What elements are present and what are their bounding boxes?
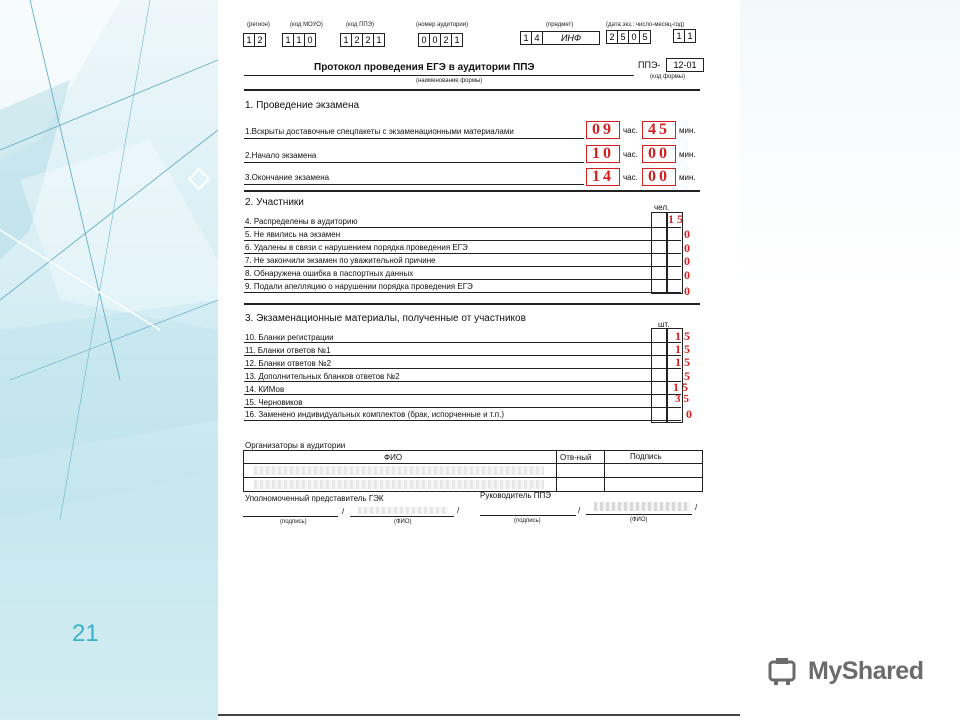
room-digit: 1	[451, 33, 463, 47]
section1-row-label: 3.Окончание экзамена	[245, 173, 330, 182]
row-line	[244, 342, 681, 343]
row-line	[244, 253, 681, 254]
row-line	[244, 381, 681, 382]
section-divider	[244, 190, 700, 192]
form-title: Протокол проведения ЕГЭ в аудитории ППЭ	[314, 62, 535, 73]
participants-value: 0	[684, 227, 690, 241]
col-signature-header: Подпись	[630, 452, 662, 461]
caption-region: (регион)	[247, 22, 270, 28]
mouo-digit: 1	[293, 33, 305, 47]
room-digit: 0	[418, 33, 430, 47]
row-line	[244, 279, 681, 280]
table-col-line	[604, 451, 605, 491]
ppe-fio-caption: (ФИО)	[630, 517, 648, 523]
caption-subject: (предмет)	[546, 22, 574, 28]
caption-date: (дата экз.: число-месяц-год)	[606, 22, 685, 28]
participants-value: 0	[684, 268, 690, 282]
hours-label: час.	[623, 173, 638, 182]
row-line	[244, 184, 584, 185]
caption-room: (номер аудитории)	[416, 22, 469, 28]
header-divider	[244, 89, 700, 91]
section1-title: 1. Проведение экзамена	[245, 100, 360, 111]
organizers-table	[243, 450, 703, 492]
ppe-digit: 2	[362, 33, 374, 47]
minutes-label: мин.	[679, 150, 696, 159]
gek-sign-line	[243, 516, 338, 517]
right-decor-panel	[740, 0, 960, 720]
row-line	[244, 407, 681, 408]
form-code-value: 12-01	[666, 58, 704, 72]
row-line	[244, 368, 681, 369]
exam-protocol-document	[218, 0, 740, 720]
section1-row-label: 2.Начало экзамена	[245, 151, 317, 160]
participants-value: 0	[684, 241, 690, 255]
section2-row-label: 7. Не закончили экзамен по уважительной причине	[245, 256, 436, 265]
gek-representative-label: Уполномоченный представитель ГЭК	[245, 494, 384, 503]
ppe-head-label: Руководитель ППЭ	[480, 491, 552, 500]
row-line	[244, 240, 681, 241]
materials-value: 5	[684, 369, 690, 383]
region-digit: 2	[254, 33, 266, 47]
section3-row-label: 11. Бланки ответов №1	[245, 346, 331, 355]
materials-value: 0	[686, 407, 692, 421]
gek-sign-caption: (подпись)	[280, 519, 307, 525]
region-digit: 1	[243, 33, 255, 47]
date-digit: 5	[639, 30, 651, 44]
subject-code-digit: 1	[520, 31, 532, 45]
mouo-digit: 0	[304, 33, 316, 47]
materials-value: 15	[673, 380, 691, 394]
title-underline	[244, 75, 634, 76]
hours-label: час.	[623, 126, 638, 135]
section2-row-label: 4. Распределены в аудиторию	[245, 217, 358, 226]
minutes-value: 00	[642, 168, 676, 186]
caption-mouo: (код МОУО)	[290, 22, 323, 28]
section2-row-label: 6. Удалены в связи с нарушением порядка проведения ЕГЭ	[245, 243, 468, 252]
section3-row-label: 14. КИМов	[245, 385, 285, 394]
gek-fio-line	[350, 516, 454, 517]
hours-value: 14	[586, 168, 620, 186]
col-fio-header: ФИО	[384, 453, 403, 462]
date-digit: 0	[628, 30, 640, 44]
row-line	[244, 227, 681, 228]
materials-value: 15	[675, 355, 693, 369]
participants-value: 0	[684, 284, 690, 298]
blurred-fio-row	[254, 480, 544, 489]
row-line	[244, 355, 681, 356]
date-digit: 2	[606, 30, 618, 44]
hours-value: 10	[586, 145, 620, 163]
hours-value: 09	[586, 121, 620, 139]
ppe-digit: 2	[351, 33, 363, 47]
logo-text: MyShared	[808, 656, 924, 685]
section2-row-label: 8. Обнаружена ошибка в паспортных данных	[245, 269, 414, 278]
participants-value: 0	[684, 254, 690, 268]
date-digit: 1	[673, 29, 685, 43]
slash: /	[457, 506, 460, 515]
mysared-logo	[766, 656, 923, 686]
section3-title: 3. Экзаменационные материалы, полученные от участников	[245, 313, 526, 324]
section2-row-label: 5. Не явились на экзамен	[245, 230, 341, 239]
row-line	[244, 292, 681, 293]
slide-number: 21	[72, 620, 99, 647]
subject-name: ИНФ	[542, 31, 600, 45]
gek-fio-caption: (ФИО)	[394, 519, 412, 525]
blurred-ppe-fio	[594, 502, 690, 511]
ppe-digit: 1	[373, 33, 385, 47]
table-header-line	[244, 463, 702, 464]
materials-value: 35	[675, 393, 692, 405]
mouo-digit: 1	[282, 33, 294, 47]
section-divider	[244, 303, 700, 305]
row-line	[244, 162, 584, 163]
row-line	[244, 420, 681, 421]
section3-row-label: 16. Заменено индивидуальных комплектов (брак, испорченные и т.п.)	[245, 410, 504, 419]
date-digit: 1	[684, 29, 696, 43]
ppe-digit: 1	[340, 33, 352, 47]
room-digit: 2	[440, 33, 452, 47]
room-digit: 0	[429, 33, 441, 47]
minutes-value: 00	[642, 145, 676, 163]
ppe-fio-line	[586, 514, 692, 515]
left-decor-panel	[0, 0, 218, 720]
ppe-sign-caption: (подпись)	[514, 518, 541, 524]
section3-row-label: 12. Бланки ответов №2	[245, 359, 332, 368]
section3-row-label: 13. Дополнительных бланков ответов №2	[245, 372, 400, 381]
section2-row-label: 9. Подали апелляцию о нарушении порядка проведения ЕГЭ	[245, 282, 473, 291]
geometric-lines-decor	[0, 0, 218, 720]
section2-title: 2. Участники	[245, 197, 304, 208]
subject-code-digit: 4	[531, 31, 543, 45]
form-title-caption: (наименование формы)	[416, 78, 483, 84]
form-code-label: ППЭ-	[638, 60, 661, 70]
caption-ppe: (код ППЭ)	[346, 22, 374, 28]
date-digit: 5	[617, 30, 629, 44]
form-code-caption: (код формы)	[650, 74, 686, 80]
section1-row-label: 1.Вскрыты доставочные спецпакеты с экзаменационными материалами	[245, 127, 514, 136]
organizers-title: Организаторы в аудитории	[245, 441, 346, 450]
section3-row-label: 10. Бланки регистрации	[245, 333, 334, 342]
logo-icon	[766, 656, 802, 686]
slash: /	[342, 507, 345, 516]
minutes-value: 45	[642, 121, 676, 139]
section2-unit: чел.	[654, 203, 670, 212]
table-row-line	[244, 477, 702, 478]
minutes-label: мин.	[679, 126, 696, 135]
materials-value: 15	[675, 342, 693, 356]
table-col-line	[556, 451, 557, 491]
row-line	[244, 394, 681, 395]
slash: /	[578, 506, 581, 515]
col-responsible-header: Отв-ный	[560, 453, 592, 462]
materials-value: 15	[675, 329, 693, 343]
row-line	[244, 266, 681, 267]
section3-row-label: 15. Черновиков	[245, 398, 303, 407]
page-bottom-edge	[218, 714, 740, 716]
row-line	[244, 138, 584, 139]
blurred-fio-row	[254, 466, 544, 475]
slash: /	[695, 503, 698, 512]
ppe-sign-line	[480, 515, 576, 516]
minutes-label: мин.	[679, 173, 696, 182]
hours-label: час.	[623, 150, 638, 159]
participants-value: 15	[668, 212, 686, 226]
section3-unit: шт.	[658, 320, 670, 329]
blurred-gek-fio	[358, 507, 448, 514]
